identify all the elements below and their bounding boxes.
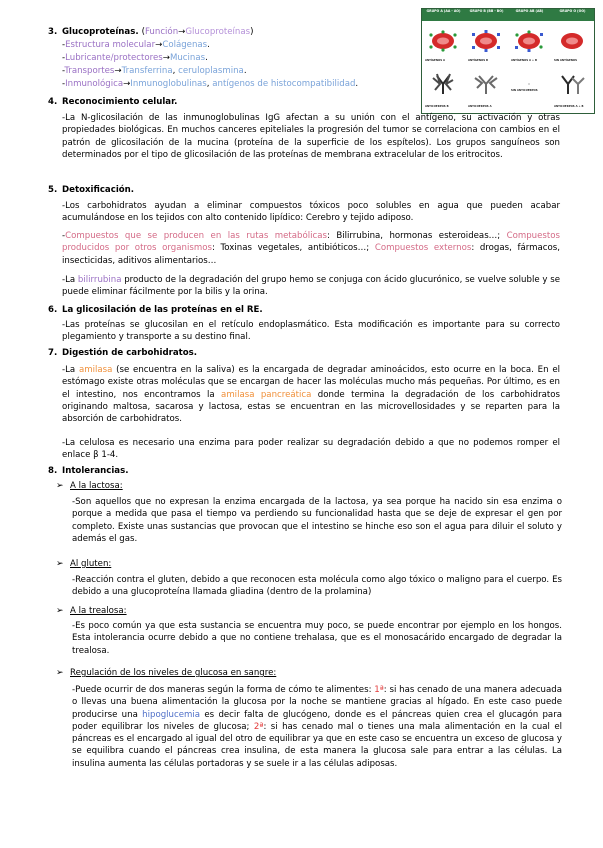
compounds-metabolic: Compuestos que se producen en las rutas metabólicas: [65, 231, 328, 241]
compounds-external-examples: : drogas, fármacos, insecticidas, aditivos alimentarios…: [62, 243, 560, 266]
section-number: 7.: [48, 348, 58, 358]
subsection-label: Regulación de los niveles de glucosa en sangre:: [70, 668, 277, 678]
dash: -: [62, 53, 66, 63]
table-header-a: GRUPO A (AA - AO): [422, 9, 465, 21]
antibody-label-b: ANTICUERPOS A: [468, 105, 492, 108]
text: -Puede ocurrir de dos maneras según la forma de cómo te alimentes:: [72, 685, 375, 695]
lactosa-text: -Son aquellos que no expresan la enzima encargada de la lactosa, ya sea porque ha nacido sin esa enzima o porque a medida que pasa el tiempo va perdiendo su funcionalidad hasta que se deje de expresar el gen por completo. Existe unas sustancias que provocan que el intestino se hinche eso son el agua para diluir el soluto y además el gas.: [72, 497, 562, 544]
antibody-label-ab: SIN ANTICUERPOS: [511, 89, 538, 92]
red-cell-a: [429, 30, 456, 51]
section-title: Intolerancias.: [62, 466, 129, 476]
table-header-ab: GRUPO AB (AB): [508, 9, 551, 21]
section-number: 4.: [48, 97, 58, 107]
case-2-label: 2ª: [253, 721, 264, 732]
item-function: Inmunológica: [65, 79, 124, 89]
antibody-label-a: ANTICUERPOS B: [425, 105, 449, 108]
section-number: 6.: [48, 305, 58, 315]
red-cell-o: [561, 33, 583, 49]
text: (se encuentra en la saliva) es la encargada de degradar aminoácidos, esto ocurre en la boca. En el estómago existe otras moléculas que se encargan de hacer las moléculas mucho más pequeñas. Por último, es en el intestino, nos encontramos la: [62, 365, 560, 400]
arrow-icon: →: [155, 40, 163, 50]
paren-glucoproteinas: Glucoproteínas: [185, 27, 251, 37]
section-5-heading: [48, 184, 134, 196]
section-6-text: -Las proteínas se glucosilan en el retículo endoplasmático. Esta modificación es importante para su correcto plegamiento y transporte a su destino final.: [62, 320, 560, 343]
section-3-paren: [142, 27, 254, 37]
text: -La: [62, 365, 79, 375]
period: .: [355, 79, 359, 89]
table-header-o: GRUPO O (OO): [551, 9, 594, 21]
section-title: Glucoproteínas.: [62, 27, 139, 37]
section-5-p3: [62, 274, 560, 299]
antibody-b-icon: [433, 74, 453, 94]
dash: -: [62, 231, 66, 241]
hipoglucemia-term: hipoglucemia: [142, 709, 201, 720]
compounds-organisms-examples: : Toxinas vegetales, antibióticos…;: [211, 243, 375, 254]
section-7-heading: [48, 347, 197, 359]
subsection-glucosa: [56, 667, 276, 679]
item-function: Transportes: [64, 66, 115, 76]
text: es decir falta de glucógeno, donde es el páncreas quien crea el glucagón para poder equilibrar los niveles de glucosa;: [72, 709, 563, 732]
section-4-text: -La N-glicosilación de las inmunoglobulinas IgG afectan a su unión con el antígeno, su activación y otras propiedades biológicas. En muchos canceres epiteliales la progresión del tumor se correlaciona con cambios en el patrón de glicosilación de la mucina (proteína de la superficie de los espítelos). Los grupos sanguíneos son determinados por el tipo de glicosilación de las proteínas de membrana extracelular de los eritrocitos.: [62, 113, 560, 160]
antibody-o-icon: [562, 76, 584, 94]
compounds-external: Compuestos externos: [374, 243, 472, 254]
section-title: Digestión de carbohidratos.: [62, 348, 198, 358]
antibody-a-icon: [475, 76, 497, 94]
amilasa-term: amilasa: [78, 365, 113, 375]
compounds-metabolic-examples: : Bilirrubina, hormonas esteroideas…;: [327, 231, 507, 241]
antibody-ab-icon: [528, 83, 530, 85]
glyco-item-3: [62, 65, 247, 77]
bilirrubina-term: bilirrubina: [77, 275, 122, 285]
section-number: 3.: [48, 27, 58, 37]
subsection-trealosa: [56, 605, 127, 617]
section-4-heading: [48, 96, 177, 108]
item-example: Mucinas: [169, 53, 206, 63]
subsection-label: A la lactosa:: [70, 481, 123, 491]
antibody-label-o: ANTICUERPOS A + B: [554, 105, 584, 108]
section-title: La glicosilación de las proteínas en el RE.: [62, 305, 263, 315]
glyco-item-4: [62, 78, 358, 90]
item-example-2: ceruloplasmina: [178, 66, 244, 76]
glyco-item-2: [62, 52, 208, 64]
glucosa-text: [72, 684, 562, 770]
item-example-2: antígenos de histocompatibilidad: [212, 79, 356, 89]
red-cell-b: [472, 30, 500, 52]
arrow-bullet-icon: ➢: [56, 481, 64, 491]
period: .: [243, 66, 247, 76]
subsection-gluten: [56, 558, 111, 570]
period: .: [205, 53, 208, 63]
arrow-icon: →: [178, 27, 186, 37]
antibodies-illustration: [422, 66, 594, 106]
antigen-label-a: ANTÍGENOS A: [425, 59, 445, 62]
paren-open: (: [141, 27, 145, 37]
gluten-text: -Reacción contra el gluten, debido a que reconocen esta molécula como algo tóxico o maligno para el cuerpo. Es debido a una glucoproteína llamada gliadina (dentro de la prolamina): [72, 575, 562, 598]
section-8-heading: [48, 465, 128, 477]
table-header-b: GRUPO B (BB - BO): [465, 9, 508, 21]
section-7-p2: -La celulosa es necesario una enzima para poder realizar su degradación debido a que no podemos romper el enlace β 1-4.: [62, 438, 560, 461]
separator: ,: [206, 79, 213, 89]
item-example: Colágenas: [162, 40, 208, 50]
item-function: Estructura molecular: [65, 40, 156, 50]
case-1-label: 1ª: [374, 685, 384, 695]
section-number: 5.: [48, 185, 58, 195]
section-5-p2: [62, 230, 560, 267]
section-title: Reconocimiento celular.: [62, 97, 178, 107]
arrow-icon: →: [162, 53, 170, 63]
subsection-lactosa: [56, 480, 123, 492]
text: -La: [62, 275, 78, 285]
section-5-p1: -Los carbohidratos ayudan a eliminar compuestos tóxicos poco solubles en agua que pueden acabar acumulándose en los tejidos con alto contenido lipídico: Cerebro y tejido adiposo.: [62, 201, 560, 224]
item-example: Inmunoglobulinas: [130, 79, 207, 89]
paren-close: ): [250, 27, 254, 37]
section-3-heading: [48, 26, 253, 38]
period: .: [207, 40, 210, 50]
dash: -: [62, 79, 66, 89]
compounds-organisms: Compuestos producidos por otros organismos: [62, 231, 560, 254]
arrow-icon: →: [123, 79, 131, 89]
dash: -: [62, 66, 65, 76]
trealosa-text: -Es poco común ya que esta sustancia se encuentra muy poco, se puede encontrar por ejemplo en los hongos. Esta intolerancia ocurre debido a que no contiene trehalasa, que es el monosacárido encargado de degradar la trealosa.: [72, 621, 562, 656]
glyco-item-1: [62, 39, 210, 51]
arrow-bullet-icon: ➢: [56, 668, 64, 678]
antigen-label-o: SIN ANTÍGENOS: [554, 59, 577, 62]
text: : si has cenado de una manera adecuada o llevas una buena alimentación la glucosa por la noche se mantiene gracias al hígado. En este caso puede producirse una: [72, 685, 562, 720]
section-7-p1: [62, 364, 560, 425]
subsection-label: A la trealosa:: [70, 606, 127, 616]
blood-group-table: [421, 8, 595, 114]
arrow-bullet-icon: ➢: [56, 606, 64, 616]
section-title: Detoxificación.: [62, 185, 135, 195]
amilasa-pancreatica-term: amilasa pancreática: [221, 389, 312, 400]
arrow-bullet-icon: ➢: [56, 559, 64, 569]
subsection-label: Al gluten:: [70, 559, 112, 569]
item-function: Lubricante/protectores: [65, 53, 163, 63]
separator: ,: [172, 66, 179, 76]
text: : si has cenado mal o tienes una mala alimentación en la cual el páncreas es el encargado al igual del otro de equilibrar ya que en este caso se encuentra un exceso de glucosa y se equilibra cuando el páncreas crea insulina, de esta manera la glucosa sale para entrar a las células. La insulina aumenta las células portadoras y se suele ir a las células adiposas.: [72, 721, 562, 769]
text: donde termina la degradación de los carbohidratos originando maltosa, sacarosa y lactosa, estas se encuentran en las microvellosidades y se reparten para la absorción de carbohidratos.: [62, 389, 560, 425]
text: producto de la degradación del grupo hemo se conjuga con ácido glucurónico, se vuelve soluble y se puede eliminar fácilmente por la bilis y la orina.: [62, 275, 560, 298]
arrow-icon: →: [114, 66, 122, 76]
antigen-label-b: ANTÍGENOS B: [468, 59, 488, 62]
paren-funcion: Función: [144, 27, 179, 37]
antigen-label-ab: ANTÍGENOS A + B: [511, 59, 537, 62]
section-number: 8.: [48, 466, 58, 476]
section-6-heading: [48, 304, 263, 316]
red-cell-ab: [515, 30, 543, 52]
dash: -: [62, 40, 66, 50]
item-example: Transferrina: [121, 66, 173, 76]
